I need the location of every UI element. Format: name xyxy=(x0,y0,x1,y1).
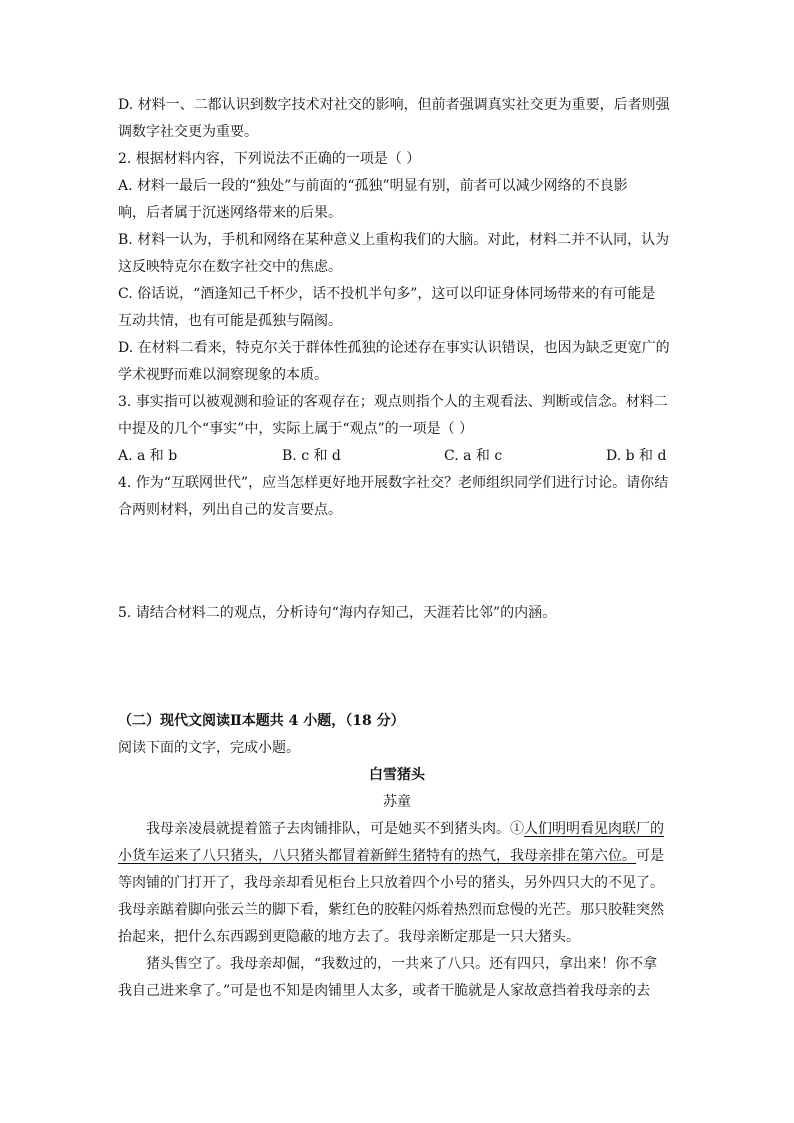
q3-stem-line1: 3. 事实指可以被观测和验证的客观存在；观点则指个人的主观看法、判断或信念。材料二 xyxy=(118,394,668,410)
q4-stem-line2: 合两则材料，列出自己的发言要点。 xyxy=(118,502,342,518)
article-title: 白雪猪头 xyxy=(369,767,425,783)
paragraph1-line1 xyxy=(118,816,706,843)
section2-instruction: 阅读下面的文字，完成小题。 xyxy=(118,740,300,756)
underlined-sentence-1a: 人们明明看见肉联厂的 xyxy=(524,821,664,837)
paragraph1-line2-text: 可是 xyxy=(636,848,664,864)
paragraph1-line2 xyxy=(118,843,678,870)
paragraph2-line2: 我自己进来拿了。”可是也不知是肉铺里人太多，或者干脆就是人家故意挡着我母亲的去 xyxy=(118,983,651,999)
q1-option-d-line2: 调数字社交更为重要。 xyxy=(118,124,258,140)
q2-option-c-line1: C. 俗话说，“酒逢知己千杯少，话不投机半句多”，这可以印证身体同场带来的有可能是 xyxy=(118,286,656,302)
q2-option-a-line1: A. 材料一最后一段的“独处”与前面的“孤独”明显有别，前者可以减少网络的不良影 xyxy=(118,178,628,194)
q4-stem-line1: 4. 作为“互联网世代”，应当怎样更好地开展数字社交？老师组织同学们进行讨论。请你结 xyxy=(118,475,669,491)
paragraph1-line1-text: 我母亲凌晨就提着篮子去肉铺排队，可是她买不到猪头肉。① xyxy=(146,821,524,837)
article-author: 苏童 xyxy=(383,794,411,810)
q2-option-b-line1: B. 材料一认为，手机和网络在某种意义上重构我们的大脑。对此，材料二并不认同，认为 xyxy=(118,232,670,248)
q2-option-c-line2: 互动共情，也有可能是孤独与隔阂。 xyxy=(118,313,342,329)
q3-option-d: D. b 和 d xyxy=(606,448,667,464)
q3-option-b: B. c 和 d xyxy=(282,448,341,464)
q2-option-d-line1: D. 在材料二看来，特克尔关于群体性孤独的论述存在事实认识错误，也因为缺乏更宽广的 xyxy=(118,340,670,356)
q2-option-b-line2: 这反映特克尔在数字社交中的焦虑。 xyxy=(118,259,342,275)
paragraph1-line4: 我母亲踮着脚向张云兰的脚下看，紫红色的胶鞋闪烁着热烈而怠慢的光芒。那只胶鞋突然 xyxy=(118,902,664,918)
q2-stem: 2. 根据材料内容，下列说法不正确的一项是（ ） xyxy=(118,151,421,167)
q5-stem: 5. 请结合材料二的观点，分析诗句“海内存知己，天涯若比邻”的内涵。 xyxy=(118,605,557,621)
q1-option-d-line1: D. 材料一、二都认识到数字技术对社交的影响，但前者强调真实社交更为重要，后者则强 xyxy=(118,97,670,113)
q3-stem-line2: 中提及的几个“事实”中，实际上属于“观点”的一项是（ ） xyxy=(118,421,474,437)
underlined-sentence-1b: 小货车运来了八只猪头，八只猪头都冒着新鲜生猪特有的热气，我母亲排在第六位。 xyxy=(118,848,636,864)
paragraph1-line3: 等肉铺的门打开了，我母亲却看见柜台上只放着四个小号的猪头，另外四只大的不见了。 xyxy=(118,875,664,891)
q2-option-d-line2: 学术视野而难以洞察现象的本质。 xyxy=(118,367,328,383)
q3-option-c: C. a 和 c xyxy=(444,448,503,464)
paragraph1-line5: 抬起来，把什么东西踢到更隐蔽的地方去了。我母亲断定那是一只大猪头。 xyxy=(118,929,580,945)
q2-option-a-line2: 响，后者属于沉迷网络带来的后果。 xyxy=(118,205,342,221)
q3-option-a: A. a 和 b xyxy=(118,448,178,464)
section2-heading: （二）现代文阅读Ⅱ本题共 4 小题，（18 分） xyxy=(118,713,405,729)
paragraph2-line1: 猪头售空了。我母亲却倔，“我数过的，一共来了八只。还有四只，拿出来！你不拿 xyxy=(146,956,658,972)
